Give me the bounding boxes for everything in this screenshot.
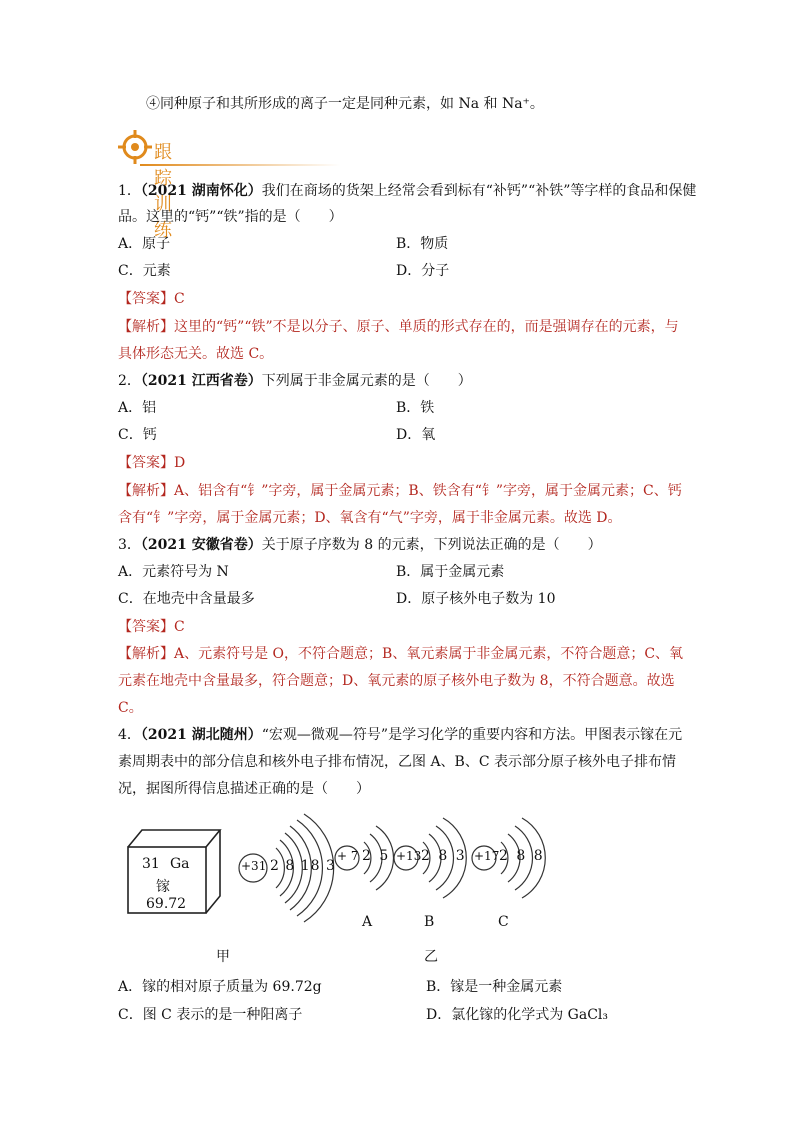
option-b: B．物质 <box>396 236 449 252</box>
element-symbol: Ga <box>170 856 190 872</box>
question-text: 下列属于非金属元素的是（ ） <box>261 373 472 389</box>
atom-a-nucleus: + 7 <box>337 849 359 863</box>
analysis-3-cont2: C。 <box>118 700 143 716</box>
section-title: 跟踪训练 <box>154 142 173 241</box>
question-3-stem <box>118 534 602 556</box>
ga-nucleus: +31 <box>241 859 267 873</box>
option-b: B．属于金属元素 <box>396 564 505 580</box>
option-a: A．铝 <box>118 400 157 416</box>
analysis-2-cont: 含有“钅”字旁，属于金属元素；D、氧含有“气”字旁，属于非金属元素。故选 D。 <box>118 510 622 526</box>
question-1-stem-cont: 品。这里的“钙”“铁”指的是（ ） <box>118 209 343 225</box>
question-number: 4． <box>118 727 141 743</box>
atom-c-electrons: 2 8 8 <box>499 848 545 864</box>
question-text: 我们在商场的货架上经常会看到标有“补钙”“补铁”等字样的食品和保健 <box>261 183 697 199</box>
option-d: D．氯化镓的化学式为 GaCl₃ <box>426 1007 609 1023</box>
element-name: 镓 <box>156 879 170 895</box>
question-source: （2021 湖南怀化） <box>140 183 262 199</box>
question-4-stem <box>118 724 682 746</box>
atom-a-label: A <box>362 914 373 930</box>
atom-b-nucleus: +13 <box>396 849 422 863</box>
atomic-number: 31 <box>142 856 160 872</box>
analysis-3: 【解析】A、元素符号是 O，不符合题意；B、氧元素属于非金属元素，不符合题意；C、氧 <box>118 646 684 662</box>
option-b: B．铁 <box>396 400 435 416</box>
atom-b-electrons: 2 8 3 <box>421 848 467 864</box>
analysis-2: 【解析】A、铝含有“钅”字旁，属于金属元素；B、铁含有“钅”字旁，属于金属元素；C、钙 <box>118 483 682 499</box>
question-number: 1． <box>118 183 141 199</box>
analysis-1: 【解析】这里的“钙”“铁”不是以分子、原子、单质的形式存在的，而是强调存在的元素，与 <box>118 319 679 335</box>
question-4-stem-cont2: 况，据图所得信息描述正确的是（ ） <box>118 781 370 797</box>
option-a: A．原子 <box>118 236 171 252</box>
question-2-stem <box>118 370 472 392</box>
figure-label-yi: 乙 <box>424 949 438 965</box>
atom-b-label: B <box>424 914 435 930</box>
atom-c-label: C <box>498 914 509 930</box>
question-number: 3． <box>118 537 141 553</box>
analysis-3-cont: 元素在地壳中含量最多，符合题意；D、氧元素的原子核外电子数为 8，不符合题意。故选 <box>118 673 675 689</box>
option-d: D．原子核外电子数为 10 <box>396 591 556 607</box>
option-a: A．镓的相对原子质量为 69.72g <box>118 979 322 995</box>
question-number: 2． <box>118 373 141 389</box>
option-d: D．分子 <box>396 263 450 279</box>
question-4-stem-cont: 素周期表中的部分信息和核外电子排布情况，乙图 A、B、C 表示部分原子核外电子排布情 <box>118 754 677 770</box>
question-source: （2021 安徽省卷） <box>140 537 262 553</box>
question-text: 关于原子序数为 8 的元素，下列说法正确的是（ ） <box>261 537 602 553</box>
question-source: （2021 江西省卷） <box>140 373 262 389</box>
answer-3: 【答案】C <box>118 619 185 635</box>
option-c: C．图 C 表示的是一种阳离子 <box>118 1007 303 1023</box>
answer-1: 【答案】C <box>118 291 185 307</box>
option-b: B．镓是一种金属元素 <box>426 979 563 995</box>
option-c: C．元素 <box>118 263 171 279</box>
figure-label-jia: 甲 <box>216 949 230 965</box>
option-c: C．在地壳中含量最多 <box>118 591 255 607</box>
atom-a-electrons: 2 5 <box>362 848 391 864</box>
question-1-stem <box>118 180 696 202</box>
atom-c-nucleus: +17 <box>474 849 500 863</box>
question-source: （2021 湖北随州） <box>140 727 262 743</box>
option-d: D．氧 <box>396 427 436 443</box>
intro-note: ④同种原子和其所形成的离子一定是同种元素，如 Na 和 Na⁺。 <box>146 96 544 112</box>
target-icon <box>118 130 152 164</box>
atomic-mass: 69.72 <box>146 896 187 912</box>
answer-2: 【答案】D <box>118 455 186 471</box>
section-underline <box>140 164 340 166</box>
analysis-1-cont: 具体形态无关。故选 C。 <box>118 346 274 362</box>
figure-svg <box>118 800 578 970</box>
option-a: A．元素符号为 N <box>118 564 229 580</box>
question-text: “宏观—微观—符号”是学习化学的重要内容和方法。甲图表示镓在元 <box>261 727 683 743</box>
ga-electrons: 2 8 18 3 <box>270 858 336 874</box>
option-c: C．钙 <box>118 427 157 443</box>
atom-structure-figure <box>118 800 578 970</box>
